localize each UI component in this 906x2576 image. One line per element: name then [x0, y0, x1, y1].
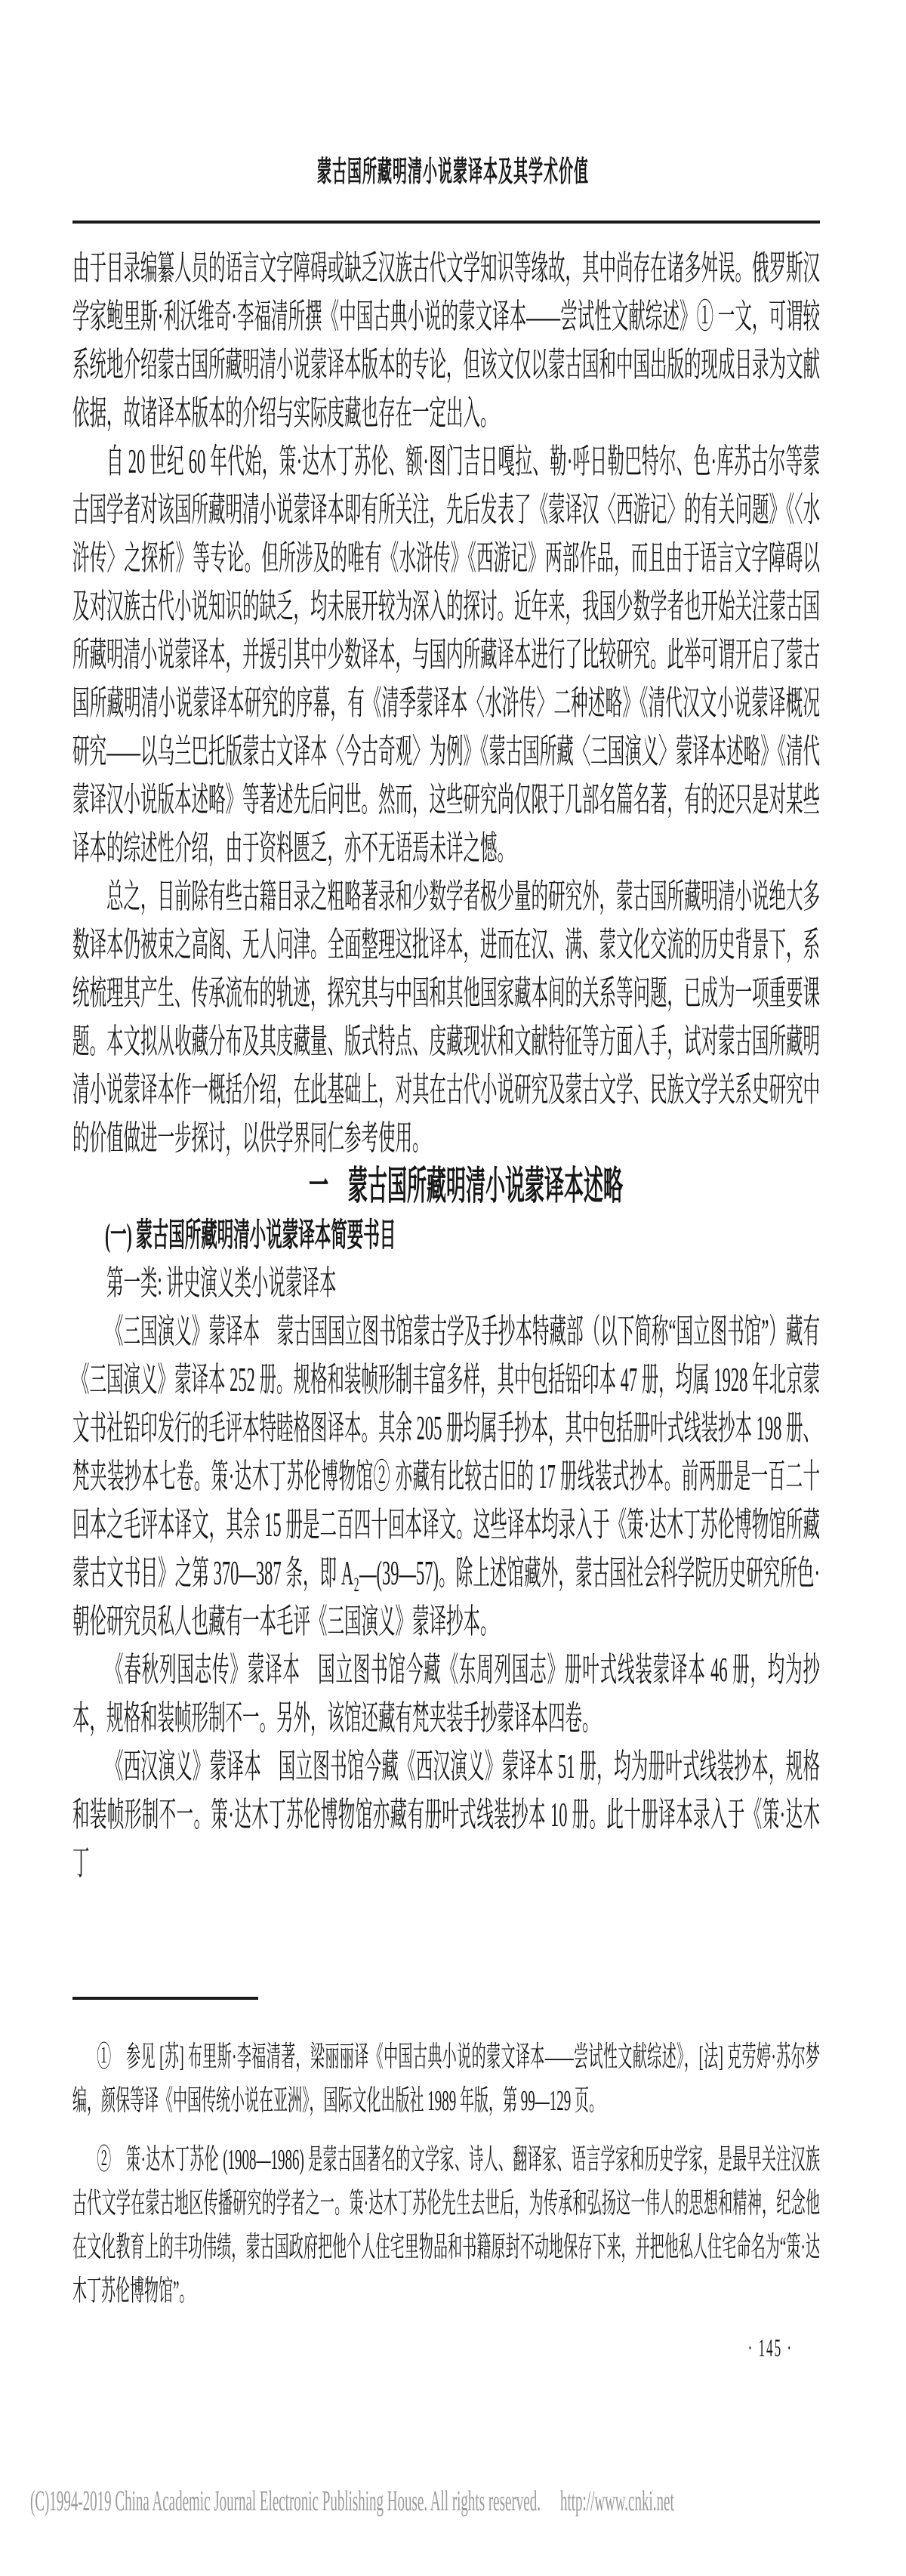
running-title: 蒙古国所藏明清小说蒙译本及其学术价值	[316, 157, 589, 189]
subsection-heading: (一) 蒙古国所藏明清小说蒙译本简要书目	[105, 1217, 396, 1254]
intro-paragraph-3: 总之，目前除有些古籍目录之粗略著录和少数学者极少量的研究外，蒙古国所藏明清小说绝大多数译本仍被束之高阁、无人问津。全面整理这批译本，进而在汉、满、蒙文化交流的历史背景下，系统梳理其产生、传承流布的轨迹，探究其与中国和其他国家藏本间的关系等问题，已成为一项重要课题。本文拟从收藏分布及其庋藏量、版式特点、庋藏现状和文献特征等方面入手，试对蒙古国所藏明清小说蒙译本作一概括介绍，在此基础上，对其在古代小说研究及蒙古文学、民族文学关系史研究中的价值做进一步探讨，以供学界同仁参考使用。	[72, 878, 821, 1157]
cnki-watermark	[30, 2486, 898, 2519]
footnote-2: ② 策·达木丁苏伦 (1908—1986) 是蒙古国著名的文学家、诗人、翻译家、语言学家和历史学家，是最早关注汉族古代文学在蒙古地区传播研究的学者之一。策·达木丁苏伦先生去世后，为传承和弘扬这一伟人的思想和精神，纪念他在文化教育上的丰功伟绩，蒙古国政府把他个人住宅里物品和书籍原封不动地保存下来，并把他私人住宅命名为“策·达木丁苏伦博物馆”。	[72, 2145, 820, 2308]
section-heading: 一 蒙古国所藏明清小说蒙译本述略	[308, 1165, 623, 1208]
intro-paragraph-2: 自 20 世纪 60 年代始，策·达木丁苏伦、额·图门吉日嘎拉、勒·呼日勒巴特尔、色·库苏古尔等蒙古国学者对该国所藏明清小说蒙译本即有所关注，先后发表了《蒙译汉〈西游记〉的有关问题》《〈水浒传〉之探析》等专论。但所涉及的唯有《水浒传》《西游记》两部作品，而且由于语言文字障碍以及对汉族古代小说知识的缺乏，均未展开较为深入的探讨。近年来，我国少数学者也开始关注蒙古国所藏明清小说蒙译本，并援引其中少数译本，与国内所藏译本进行了比较研究。此举可谓开启了蒙古国所藏明清小说蒙译本研究的序幕，有《清季蒙译本〈水浒传〉二种述略》《清代汉文小说蒙译概况研究——以乌兰巴托版蒙古文译本〈今古奇观〉为例》《蒙古国所藏〈三国演义〉蒙译本述略》《清代蒙译汉小说版本述略》等著述先后问世。然而，这些研究尚仅限于几部名篇名著，有的还只是对某些译本的综述性介绍，由于资料匮乏，亦不无语焉未详之憾。	[72, 443, 821, 867]
entry-paragraph-sanguo: 《三国演义》蒙译本 蒙古国国立图书馆蒙古学及手抄本特藏部（以下简称“国立图书馆”）藏有《三国演义》蒙译本 252 册。规格和装帧形制丰富多样，其中包括铅印本 47 册，均属 1928 年北京蒙文书社铅印发行的毛评本特睦格图译本。其余 205 册均属手抄本，其中包括册叶式线装抄本 198 册、梵夹装抄本七卷。策·达木丁苏伦博物馆② 亦藏有比较古旧的 17 册线装式抄本。前两册是一百二十回本之毛评本译文，其余 15 册是二百四十回本译文。这些译本均录入于《策·达木丁苏伦博物馆所藏蒙古文书目》之第 370—387 条，即 A₂—(39—57)。除上述馆藏外，蒙古国社会科学院历史研究所色·朝伦研究员私人也藏有一本毛评《三国演义》蒙译抄本。	[72, 1313, 821, 1640]
footnotes	[72, 2036, 820, 2314]
running-header	[0, 150, 906, 190]
article-body	[72, 245, 820, 1888]
footnote-1: ① 参见 [苏] 布里斯·李福清著，梁丽丽译《中国古典小说的蒙文译本——尝试性文献综述》，[法] 克劳婷·苏尔梦编，颜保等译《中国传统小说在亚洲》，国际文化出版社 1989 年版，第 99—129 页。	[72, 2042, 820, 2118]
watermark-copyright: (C)1994-2019 China Academic Journal Electronic Publishing House. All rights reserved.	[30, 2486, 541, 2518]
category-heading: 第一类: 讲史演义类小说蒙译本	[106, 1264, 337, 1302]
entry-paragraph-chunqiu: 《春秋列国志传》蒙译本 国立图书馆今藏《东周列国志》册叶式线装蒙译本 46 册，均为抄本，规格和装帧形制不一。另外，该馆还藏有梵夹装手抄蒙译本四卷。	[72, 1651, 820, 1737]
footnote-divider	[72, 1997, 258, 2000]
header-rule	[72, 221, 820, 224]
page-number: · 145 ·	[747, 2334, 793, 2362]
entry-paragraph-xihan: 《西汉演义》蒙译本 国立图书馆今藏《西汉演义》蒙译本 51 册，均为册叶式线装抄本，规格和装帧形制不一。策·达木丁苏伦博物馆亦藏有册叶式线装抄本 10 册。此十册译本录入于《策·达木丁	[72, 1748, 820, 1882]
intro-paragraph-1: 由于目录编纂人员的语言文字障碍或缺乏汉族古代文学知识等缘故，其中尚存在诸多舛误。俄罗斯汉学家鲍里斯·利沃维奇·李福清所撰《中国古典小说的蒙文译本——尝试性文献综述》① 一文，可谓较系统地介绍蒙古国所藏明清小说蒙译本版本的专论，但该文仅以蒙古国和中国出版的现成目录为文献依据，故诸译本版本的介绍与实际庋藏也存在一定出入。	[72, 249, 821, 432]
watermark-url: http://www.cnki.net	[559, 2486, 674, 2518]
